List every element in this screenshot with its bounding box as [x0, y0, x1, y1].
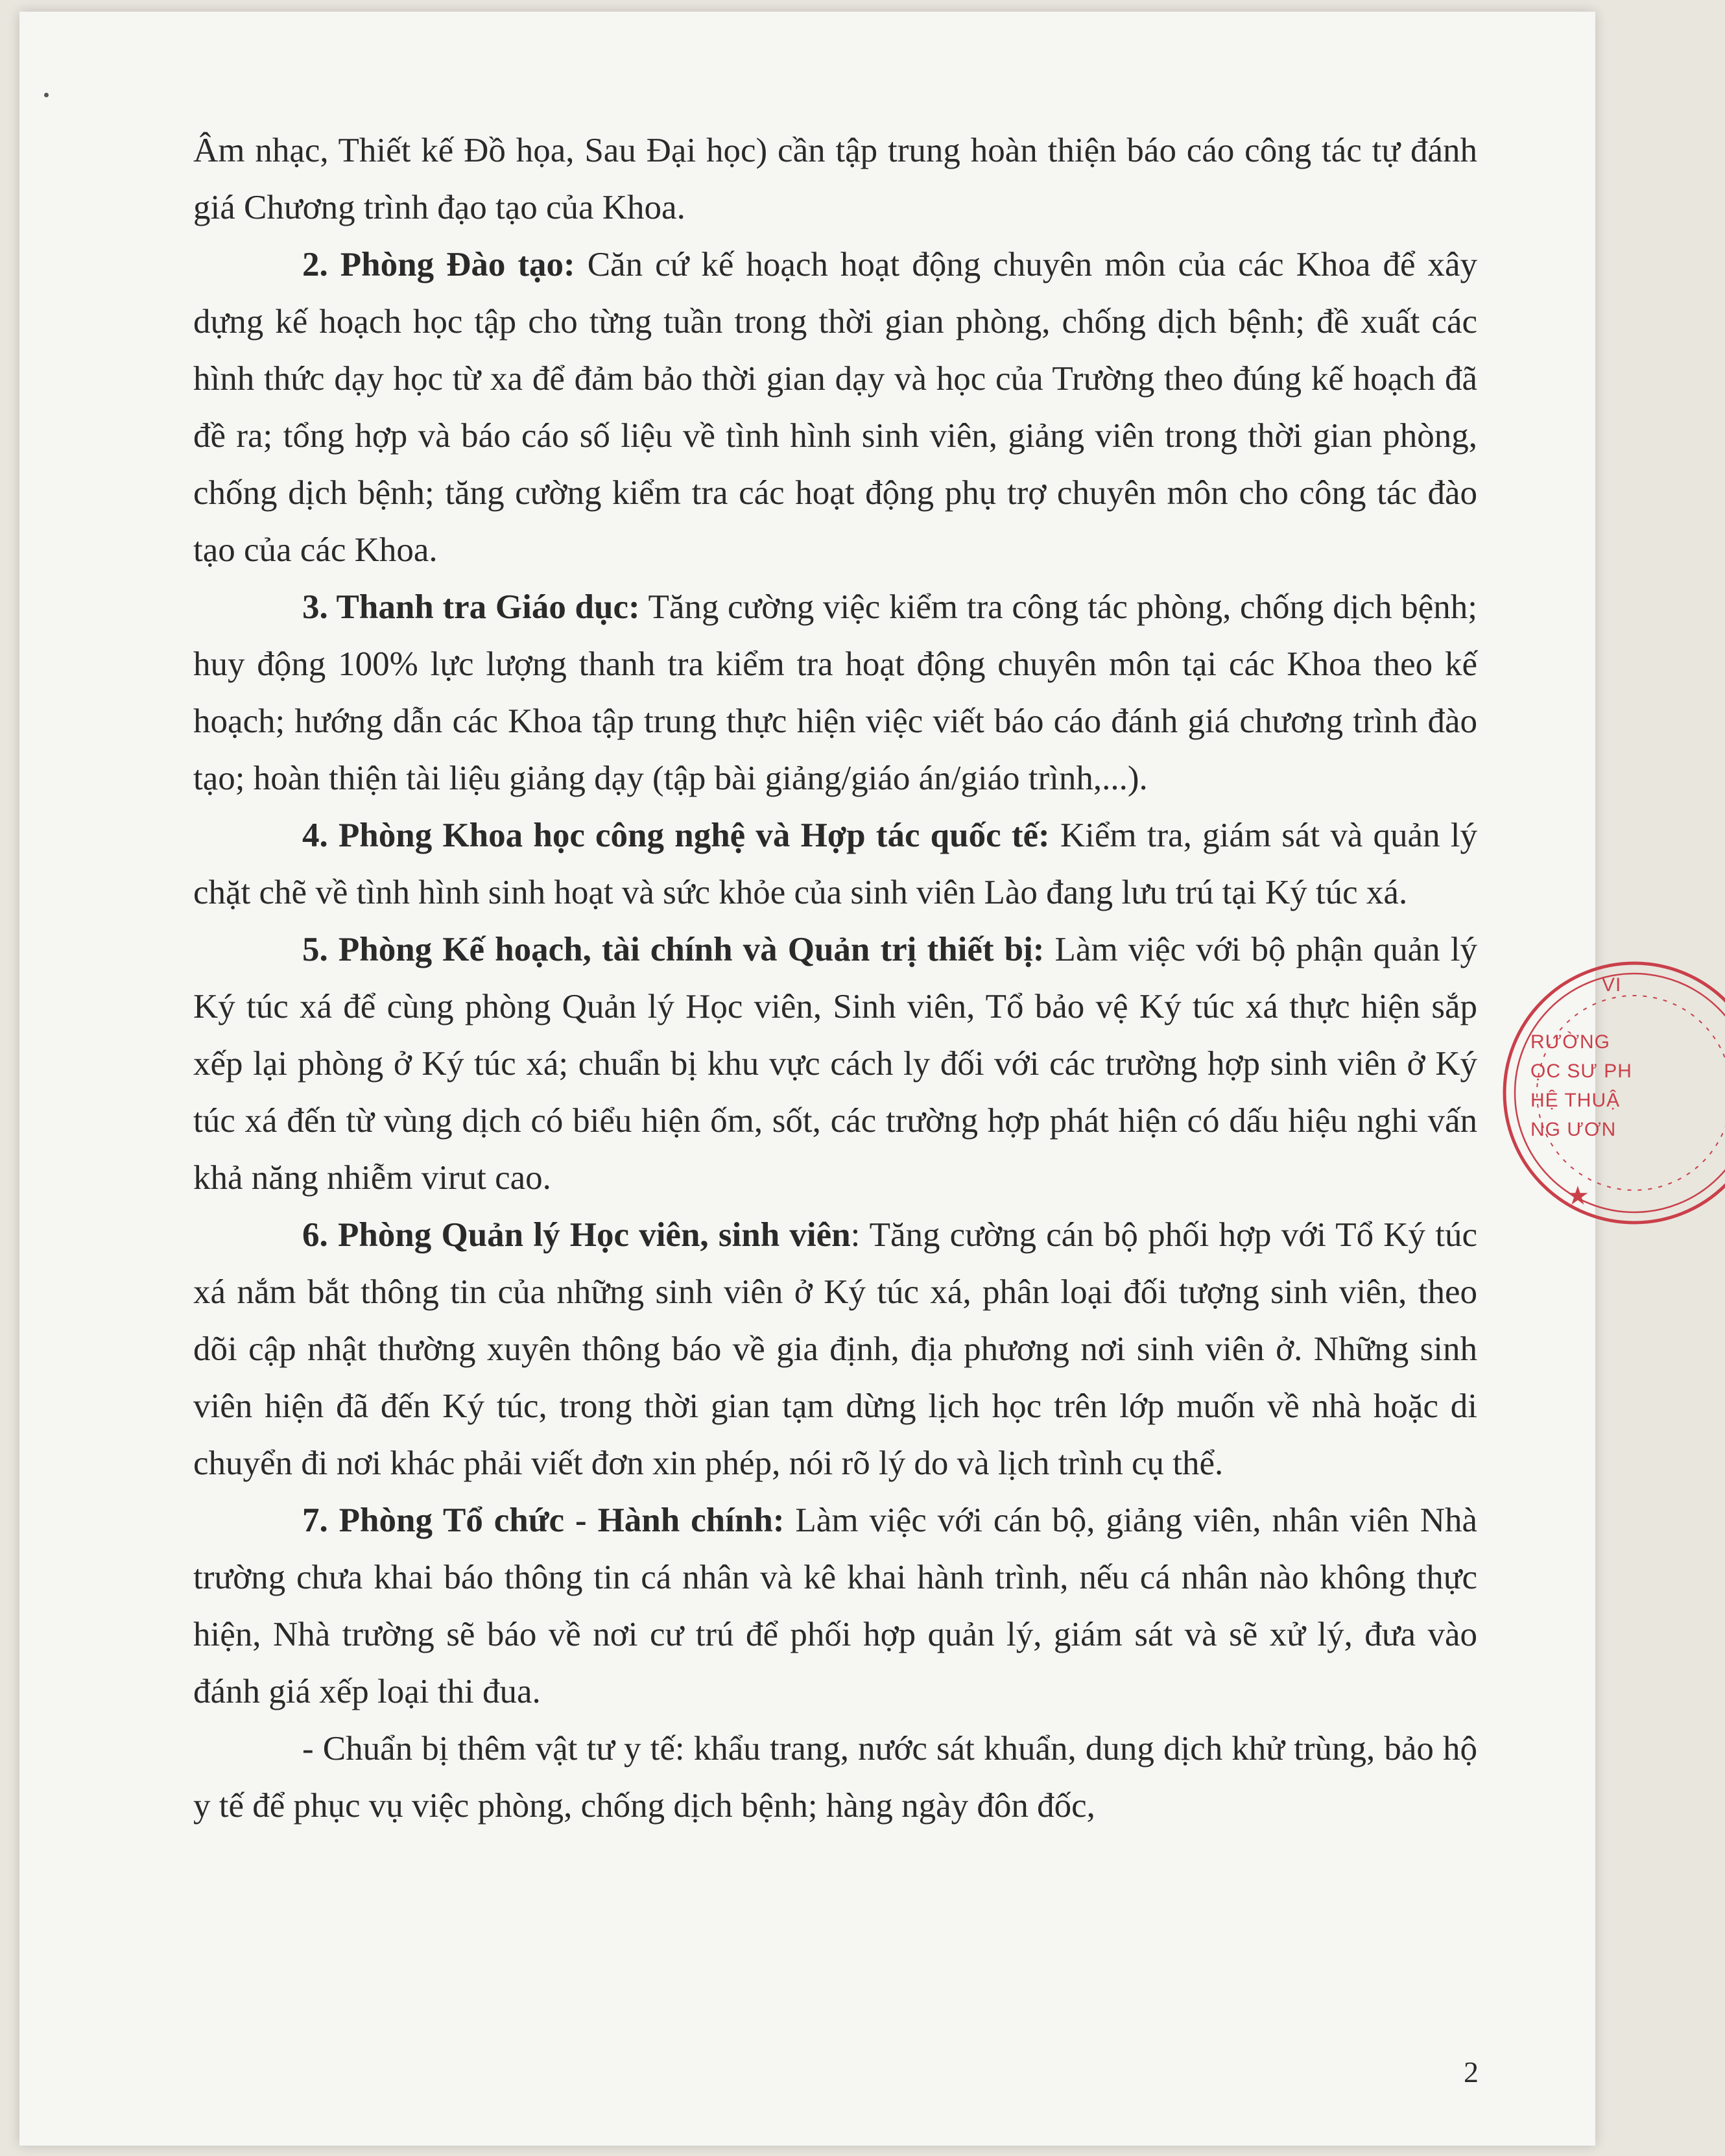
paragraph-heading: 3. Thanh tra Giáo dục: [302, 588, 640, 626]
paragraph-text: Làm việc với bộ phận quản lý Ký túc xá để cùng phòng Quản lý Học viên, Sinh viên, Tổ bảo vệ Ký túc xá thực hiện sắp xếp lại phòng ở Ký túc xá; chuẩn bị khu vực cách ly đối với các trường hợp sinh viên ở Ký túc xá đến từ vùng dịch có biểu hiện ốm, sốt, các trường hợp phát hiện có dấu hiệu nghi vấn khả năng nhiễm virut cao. [193, 931, 1477, 1197]
paragraph-heading: 5. Phòng Kế hoạch, tài chính và Quản trị thiết bị: [302, 931, 1045, 968]
paragraph-quan-ly-sinh-vien [193, 1206, 1477, 1492]
paper-speck [44, 93, 49, 97]
stamp-text-line: RƯỜNG [1530, 1031, 1611, 1053]
paragraph-heading: 4. Phòng Khoa học công nghệ và Hợp tác quốc tế: [302, 817, 1050, 854]
paragraph-vat-tu-y-te [193, 1720, 1477, 1834]
paragraph-text: - Chuẩn bị thêm vật tư y tế: khẩu trang, nước sát khuẩn, dung dịch khử trùng, bảo hộ y tế để phục vụ việc phòng, chống dịch bệnh; hàng ngày đôn đốc, [193, 1730, 1477, 1825]
paragraph-to-chuc-hanh-chinh [193, 1492, 1477, 1720]
paragraph-khoa-hoc-cong-nghe [193, 807, 1477, 921]
stamp-text-line: NG ƯƠN [1530, 1119, 1617, 1140]
page-number: 2 [1464, 2055, 1479, 2089]
paragraph-thanh-tra [193, 579, 1477, 807]
paragraph-continuation [193, 122, 1477, 236]
paragraph-text: Tăng cường việc kiểm tra công tác phòng, chống dịch bệnh; huy động 100% lực lượng thanh tra kiểm tra hoạt động chuyên môn tại các Khoa theo kế hoạch; hướng dẫn các Khoa tập trung thực hiện việc viết báo cáo đánh giá chương trình đào tạo; hoàn thiện tài liệu giảng dạy (tập bài giảng/giáo án/giáo trình,...). [193, 588, 1477, 797]
stamp-text-line: VI [1602, 974, 1622, 996]
document-body [193, 122, 1477, 1834]
paragraph-phong-dao-tao [193, 236, 1477, 579]
stamp-star-icon: ★ [1566, 1181, 1589, 1210]
paragraph-heading: 7. Phòng Tổ chức - Hành chính: [302, 1502, 785, 1539]
stamp-text-line: ỌC SƯ PH [1530, 1060, 1632, 1082]
paragraph-text: : Tăng cường cán bộ phối hợp với Tổ Ký túc xá nắm bắt thông tin của những sinh viên ở Ký túc xá, phân loại đối tượng sinh viên, theo dõi cập nhật thường xuyên thông báo về gia định, địa phương nơi sinh viên ở. Những sinh viên hiện đã đến Ký túc, trong thời gian tạm dừng lịch học trên lớp muốn về nhà hoặc di chuyển đi nơi khác phải viết đơn xin phép, nói rõ lý do và lịch trình cụ thể. [193, 1216, 1478, 1482]
paragraph-text: Âm nhạc, Thiết kế Đồ họa, Sau Đại học) cần tập trung hoàn thiện báo cáo công tác tự đánh giá Chương trình đạo tạo của Khoa. [193, 132, 1477, 226]
paragraph-ke-hoach-tai-chinh [193, 921, 1477, 1206]
paragraph-heading: 2. Phòng Đào tạo: [302, 246, 575, 283]
paragraph-text: Căn cứ kế hoạch hoạt động chuyên môn của các Khoa để xây dựng kế hoạch học tập cho từng tuần trong thời gian phòng, chống dịch bệnh; đề xuất các hình thức dạy học từ xa để đảm bảo thời gian dạy và học của Trường theo đúng kế hoạch đã đề ra; tổng hợp và báo cáo số liệu về tình hình sinh viên, giảng viên trong thời gian phòng, chống dịch bệnh; tăng cường kiểm tra các hoạt động phụ trợ chuyên môn cho công tác đào tạo của các Khoa. [193, 246, 1477, 569]
paragraph-text: Làm việc với cán bộ, giảng viên, nhân viên Nhà trường chưa khai báo thông tin cá nhân và kê khai hành trình, nếu cá nhân nào không thực hiện, Nhà trường sẽ báo về nơi cư trú để phối hợp quản lý, giám sát và sẽ xử lý, đưa vào đánh giá xếp loại thi đua. [193, 1502, 1477, 1710]
paragraph-text: Kiểm tra, giám sát và quản lý chặt chẽ về tình hình sinh hoạt và sức khỏe của sinh viên Lào đang lưu trú tại Ký túc xá. [193, 817, 1477, 911]
document-page [19, 12, 1595, 2146]
paragraph-heading: 6. Phòng Quản lý Học viên, sinh viên [302, 1216, 851, 1254]
official-stamp [1505, 934, 1725, 1232]
stamp-text-line: HỆ THUẬ [1530, 1090, 1621, 1111]
